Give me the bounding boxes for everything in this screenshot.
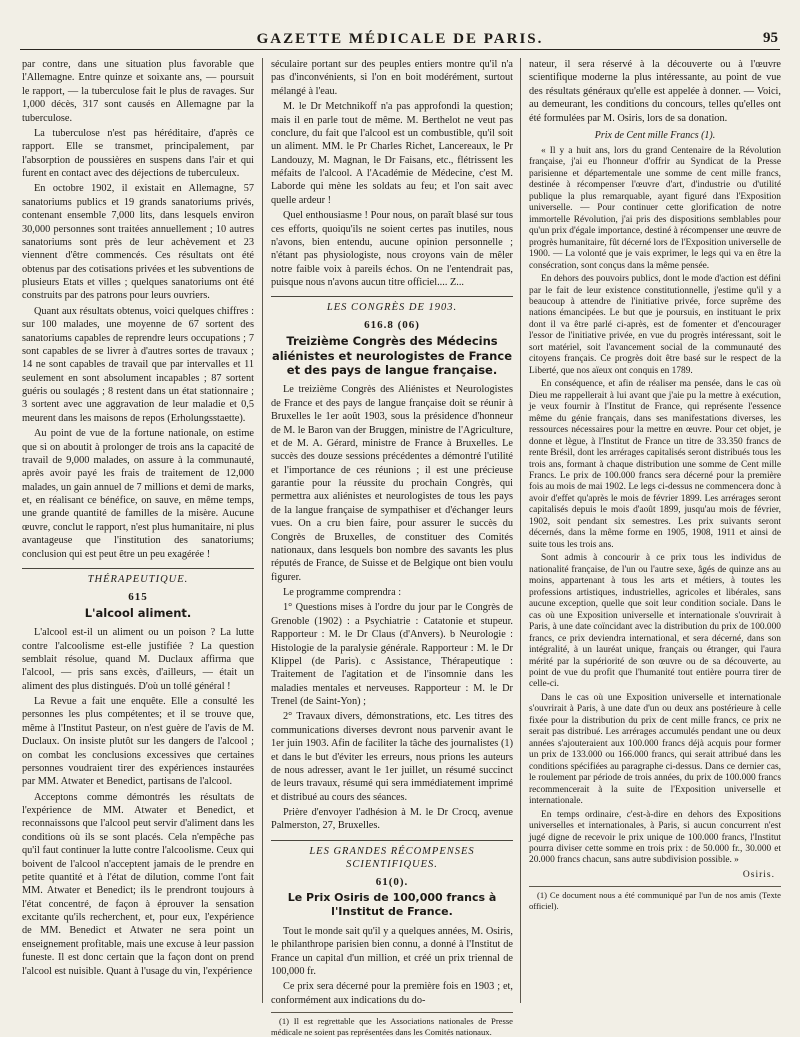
paragraph: La Revue a fait une enquête. Elle a consulté les personnes les plus compétentes; et il se trouve que, même à l'Institut Pasteur, on n'est guère de l'avis de M. Duclaux. On insiste plutôt sur les dangers de l'alcool ; on combat les conclusions excessives que certaines personnes voudraient tirer des expériences instaurées par MM. Atwater et Benedict, partisans de l'alcool. <box>22 696 254 788</box>
paragraph: En conséquence, et afin de réaliser ma pensée, dans le cas où Dieu me rappellerait à lui avant que j'aie pu la mettre à exécution, je veux fournir à l'Institut de France, qui représente l'essence même du génie français, dans ses manifestations diverses, les ressources nécessaires pour la mettre en œuvre. Pour cet objet, je donne et lègue, à l'Institut de France un titre de 33.350 francs de rente Brésil, dont les arrérages capitalisés seront distribués tous les trois ans, formant à chaque distribution une somme de Cent mille Francs. Le prix de 100.000 francs sera décerné pour la première fois au mois de mai 1902. Le legs ci-dessus ne commencera donc à avoir d'effet qu'après le mois de février 1899. Les arrérages seront capitalisés depuis le mois d'août 1899, jusqu'au mois de février, 1902, soit pendant six semestres. Les prix suivants seront décernés, dans la même forme en 1905, 1908, 1911 et ainsi de suite tous les trois ans. <box>529 379 781 550</box>
section-heading: LES GRANDES RÉCOMPENSES SCIENTIFIQUES. <box>271 840 513 872</box>
column-3 <box>529 58 781 1003</box>
paragraph: séculaire portant sur des peuples entiers montre qu'il n'a pas d'inconvénients, si l'on en boit modérément, surtout mélangé à l'eau. <box>271 59 513 97</box>
paragraph: En dehors des pouvoirs publics, dont le mode d'action est défini par le fait de leur existence constitutionnelle, j'estime qu'il y a beaucoup à attendre de l'initiative privée, force suprême des nations émancipées. Le but que je poursuis, en instituant le prix dont il va être parlé ci-après, est de fomenter et d'encourager l'essor de l'initiative privée, en vue du progrès intéressant, soit le sort matériel, soit l'avancement social de la communauté des citoyens français. Ce progrès doit être basé sur le respect de la Liberté, que nos aïeux ont conquis en 1789. <box>529 274 781 376</box>
paragraph: Ce prix sera décerné pour la première fois en 1903 ; et, conformément aux indications du do- <box>271 981 513 1006</box>
paragraph: La tuberculose n'est pas héréditaire, d'après ce rapport. Elle se transmet, principalement, par l'absorption de poussières en suspens dans l'air et qui furent en contact avec des déjections de tuberculeux. <box>22 127 254 179</box>
paragraph: Dans le cas où une Exposition universelle et internationale s'ouvrirait à Paris, à une date d'un ou deux ans postérieure à celle fixée pour la distribution du prix de cent mille francs, ce prix ne serait pas distribué. Les arrérages accumulés pendant une ou deux années s'ajouteraient aux 100.000 francs déjà acquis pour former un prix de 133.000 ou 166.000 francs, qui serait attribué dans les conditions spécifiées au paragraphe ci-dessus. Dans ce dernier cas, le roulement par période de trois années, du prix de 100.000 francs recommencerait à la suite de l'Exposition universelle et internationale. <box>529 692 781 807</box>
paragraph: Quant aux résultats obtenus, voici quelques chiffres : sur 100 malades, une moyenne de 67 sortent des sanatoriums capables de reprendre leurs occupations ; 7 sont capables de se livrer à d'autres sortes de travaux ; 14 ne sont capables de travail que par intervalles et 11 seulement en sont absolument incapables ; 87 sortent guéris ou soulagés ; 8 restent dans un état stationnaire ; 3 sortent avec une aggravation de leur maladie et 0,5 meurent dans les maisons de repos (Erholungsstaette). <box>22 305 254 424</box>
column-divider <box>520 58 521 1003</box>
signature: Osiris. <box>742 869 775 880</box>
quoted-document <box>529 146 781 867</box>
column-2 <box>271 58 513 1037</box>
paragraph: En temps ordinaire, c'est-à-dire en dehors des Expositions universelles et internationales, à Paris, si aucun concurrent n'est jugé digne de recevoir le prix unique de 100.000 francs, l'Institut pourra diviser cette somme en trois prix : de 50.000 fr., 30.000 et 20.000 francs chacun, sans autre subdivision possible. » <box>529 809 781 866</box>
journal-title: GAZETTE MÉDICALE DE PARIS. <box>256 31 544 47</box>
article-title: L'alcool aliment. <box>84 605 192 620</box>
article-number: 615 <box>128 590 148 603</box>
section-heading: LES CONGRÈS DE 1903. <box>271 296 513 315</box>
footnote: (1) Ce document nous a été communiqué par l'un de nos amis (Texte officiel). <box>529 886 781 911</box>
paragraph: L'alcool est-il un aliment ou un poison ? La lutte contre l'alcoolisme est-elle justifiée ? La question semblait résolue, quand M. Duclaux affirma que l'alcool, — pris sans excès, d'ailleurs, — était un aliment des plus distingués. D'où un tollé général ! <box>22 627 254 692</box>
article-title: Le Prix Osiris de 100,000 francs à l'Institut de France. <box>287 891 497 919</box>
article-number: 616.8 (06) <box>364 319 420 332</box>
section-heading: THÉRAPEUTIQUE. <box>22 568 254 587</box>
subheading: Prix de Cent mille Francs (1). <box>594 129 716 141</box>
article-number: 61(0). <box>375 876 409 889</box>
paragraph: M. le Dr Metchnikoff n'a pas approfondi la question; mais il en parle tout de même. M. Berthelot ne veut pas conclure, du fait que l'alcool est un combustible, qu'il soit un aliment. MM. le Pr Charles Richet, Lancereaux, le Pr Landouzy, M. Magnan, le Dr Faisans, etc., flétrissent les méfaits de l'alcool. A l'Académie de Médecine, c'est M. Laborde qui mène les soldats au feu; et l'on sait avec quelle ardeur ! <box>271 101 513 206</box>
paragraph: 2° Travaux divers, démonstrations, etc. Les titres des communications diverses devront nous parvenir avant le 1er juin 1903. Afin de faciliter la tâche des journalistes (1) et dans le but d'éviter les erreurs, nous prions les auteurs de nous adresser, avant le 1er juillet, un résumé succinct de leurs travaux, résumé qui sera immédiatement imprimé et distribué au cours des séances. <box>271 711 513 803</box>
paragraph: Sont admis à concourir à ce prix tous les individus de nationalité française, de l'un ou l'autre sexe, âgés de quinze ans au moins, appartenant à tous les arts et métiers, à toutes les professions artistiques, industrielles, agricoles et libérales, sans aucune exception, quelle que soit leur condition sociale. Dans le cas où une Exposition universelle et internationale s'ouvrirait à Paris, à une date coïncidant avec la distribution du prix de 100.000 francs, ce prix deviendra international, et sera décerné, dans son intégralité, à un lauréat unique, français ou étranger, qui l'aura mérité par la supériorité de son œuvre ou de sa découverte, au point de vue du profit que l'humanité tout entière pourra tirer de celle-ci. <box>529 553 781 690</box>
paragraph: Quel enthousiasme ! Pour nous, on paraît blasé sur tous ces efforts, quoiqu'ils ne soient certes pas inutiles, nous n'avons, bien entendu, aucune opinion personnelle ; n'étant pas physiologiste, nous croyons vain de mêler notre faible voix à pareils échos. On ne l'entendrait pas, puisque nous n'avons aucun titre officiel.... Z... <box>271 210 513 288</box>
footnote: (1) Il est regrettable que les Associations nationales de Presse médicale ne soient pas représentées dans les Comités nationaux. <box>271 1012 513 1037</box>
paragraph: « Il y a huit ans, lors du grand Centenaire de la Révolution française, j'ai eu l'honneur d'offrir au Syndicat de la Presse parisienne et départementale une somme de cent mille francs, destinée à récompenser l'œuvre d'art, d'industrie ou d'utilité publique la plus remarquable, ayant figuré dans l'Exposition universelle. — Pour continuer cette glorification de notre immortelle Révolution, j'ai pris des dispositions semblables pour qu'un prix d'égale importance, destiné à récompenser une œuvre de progrès humanitaire, fût décerné lors de l'Exposition universelle de 1900. — La volonté que je vais exprimer, le legs qui va en être la consécration, sont conçus dans la même pensée. <box>529 145 781 271</box>
page-header <box>20 28 780 50</box>
page-number: 95 <box>763 30 778 46</box>
paragraph: Acceptons comme démontrés les résultats de l'expérience de MM. Atwater et Benedict, et reconnaissons que l'alcool peut servir d'aliment dans les conditions où ils se sont placés. Cela n'empêche pas qu'il faut continuer la lutte contre l'alcoolisme. Ceux qui boivent de l'alcool n'acceptent jamais de le prendre en petite quantité et à l'état de dilution, comme l'ont fait MM. Atwater et Benedict; ils le prendront toujours à l'état concentré, de façon à éprouver la sensation excitante qu'ils recherchent, et, pour eux, l'expérience de MM. Benedict et Atwater ne sera point un enseignement profitable, mais une excuse à leur passion funeste. Il est donc certain que la façon dont on prend l'alcool est nuisible. Quant à l'usage du vin, l'expérience <box>22 791 254 977</box>
column-1 <box>22 58 254 1003</box>
paragraph: Au point de vue de la fortune nationale, on estime que si on aboutit à prolonger de trois ans la capacité de travail de 9,000 malades, on assure à la communauté, après avoir payé les frais de traitement de 12,000 malades, un gain annuel de 7 millions et demi de marks, et, en réalisant ce bénéfice, on sauve, en même temps, une grande quantité de familles de la misère. Aucune œuvre, conclut le rapport, n'est plus humanitaire, ni plus avantageuse que l'institution des sanatoriums; conclusion qui est peut être un peu exagérée ! <box>22 428 254 560</box>
paragraph: nateur, il sera réservé à la découverte ou à l'œuvre scientifique moderne la plus intéressante, au point de vue des résultats généraux qu'elle est appelée à donner. — Voici, au demeurant, les conditions du concours, telles qu'elles ont été formulées par M. Osiris, lors de sa donation. <box>529 59 781 124</box>
paragraph: par contre, dans une situation plus favorable que l'Allemagne. Entre quinze et soixante ans, — poursuit le rapport, — la tuberculose fait le plus de ravages. Sur 1,000 décès, 317 sont causés en Allemagne par la tuberculose. <box>22 59 254 124</box>
column-divider <box>262 58 263 1003</box>
paragraph: 1° Questions mises à l'ordre du jour par le Congrès de Grenoble (1902) : a Psychiatrie : Catatonie et stupeur. Rapporteur : M. le Dr Claus (d'Anvers). b Neurologie : Histologie de la paralysie générale. Rapporteur : M. le Dr Klippel (de Paris). c Assistance, Thérapeutique : Traitement de l'agitation et de l'insomnie dans les maladies mentales et nerveuses. Rapporteur : M. le Dr Trenel (de Saint-Yon) ; <box>271 602 513 708</box>
paragraph: Le programme comprendra : <box>283 587 402 599</box>
paragraph: Le treizième Congrès des Aliénistes et Neurologistes de France et des pays de langue française doit se réunir à Bruxelles le 1er août 1903, sous la présidence d'honneur de M. le Baron van der Bruggen, ministre de l'Agriculture, et de M. A. Gérard, ministre de France à Bruxelles. Le succès des douze sessions précédentes a démontré l'utilité et l'importance de ces réunions ; il est une précieuse garantie pour la réussite du prochain Congrès, qui permettra aux aliénistes et neurologistes de tous les pays de la langue française de sympathiser et d'échanger leurs vues. On a cru bien faire, pour assurer le succès du Congrès de Bruxelles, de constituer des Comités nationaux, dans lesquels bon nombre des savants les plus réputés de France, de Suisse et de Belgique ont bien voulu figurer. <box>271 384 513 583</box>
paragraph: En octobre 1902, il existait en Allemagne, 57 sanatoriums publics et 19 grands sanatoriums privés, contenant ensemble 7,000 lits, dans lesquels environ 30,000 personnes sont traitées annuellement ; 10 autres sanatoriums sont près de leur achèvement et 23 viennent d'être commencés. Ces résultats ont été obtenus par des cotisations privées et les subventions de plusieurs Etats et villes ; quelques sanatoriums ont été construits par des patrons pour leurs ouvriers. <box>22 183 254 302</box>
article-title: Treizième Congrès des Médecins aliénistes et neurologistes de France et des pays de langue française. <box>271 334 512 378</box>
paragraph: Tout le monde sait qu'il y a quelques années, M. Osiris, le philanthrope parisien bien connu, a donné à l'Institut de France un capital d'un million, et créé un prix triennal de 100,000 fr. <box>271 925 513 978</box>
paragraph: Prière d'envoyer l'adhésion à M. le Dr Crocq, avenue Palmerston, 27, Bruxelles. <box>271 807 513 832</box>
